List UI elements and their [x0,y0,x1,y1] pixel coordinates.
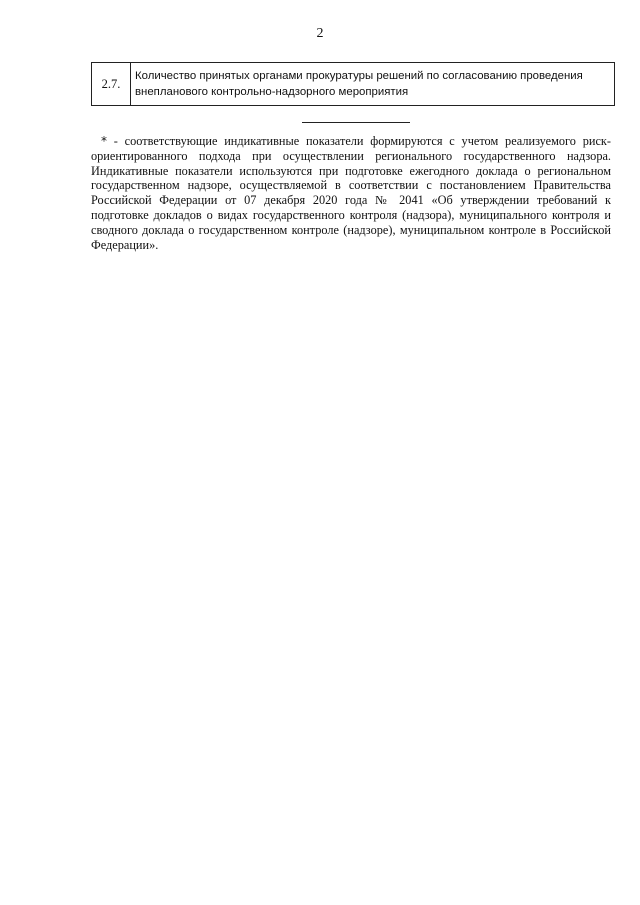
row-text-cell: Количество принятых органами прокуратуры решений по согласованию проведения внепланового контрольно-надзорного мероприятия [131,63,615,106]
footnote-marker: * [101,134,107,148]
footnote-paragraph [91,134,611,252]
page-number: 2 [316,26,324,41]
footnote [91,134,611,252]
footnote-text: - соответствующие индикативные показатели формируются с учетом реализуемого риск-ориентированного подхода при осуществлении регионального государственного надзора. Индикативные показатели используются при подготовке ежегодного доклада о региональном государственном надзоре, осуществляемой в соответствии с постановлением Правительства Российской Федерации от 07 декабря 2020 года № 2041 «Об утверждении требований к подготовке докладов о видах государственного контроля (надзора), муниципального контроля и сводного доклада о государственном контроле (надзоре), муниципальном контроле в Российской Федерации». [91,134,611,252]
footnote-separator [302,122,410,123]
indicator-table [91,62,615,106]
row-number-cell: 2.7. [92,63,131,106]
table-row [92,63,615,106]
